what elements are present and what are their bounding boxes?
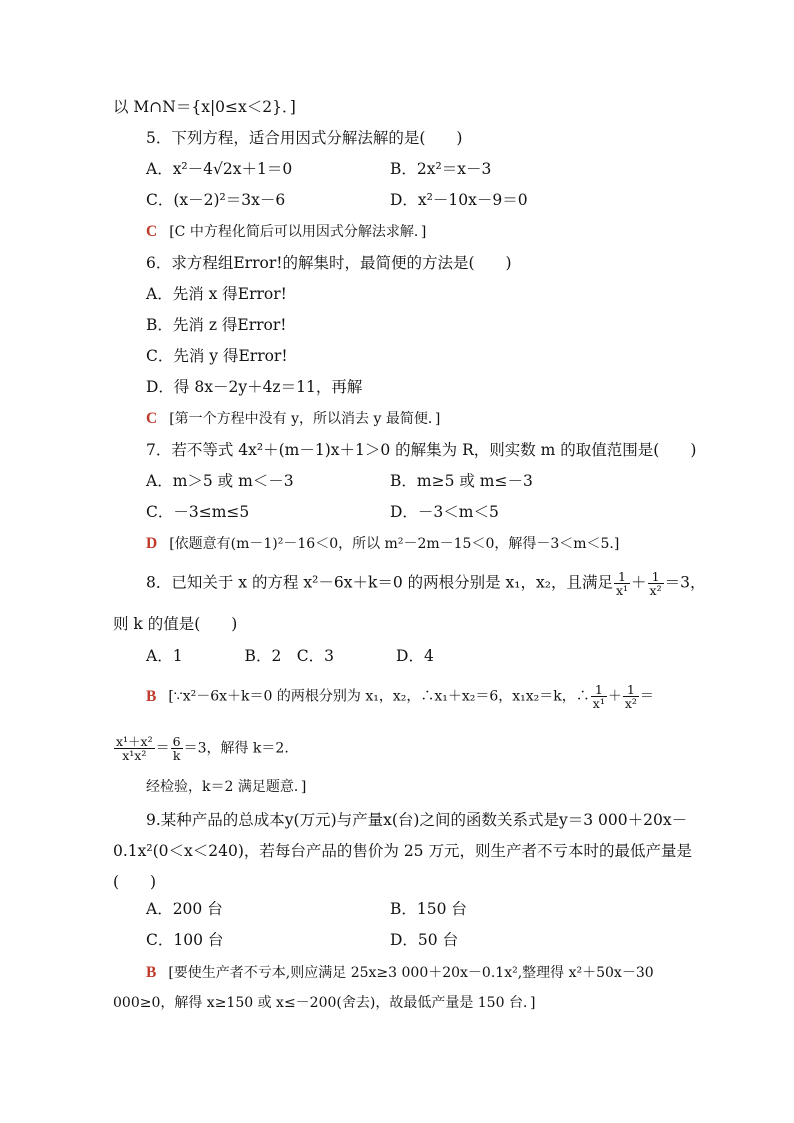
- option-c: C．先消 y 得Error!: [146, 347, 288, 365]
- fraction: [648, 570, 664, 597]
- option-a: A．m＞5 或 m＜－3: [146, 472, 294, 490]
- text-line: ( ): [113, 873, 157, 891]
- option-c: C．(x－2)²＝3x－6: [146, 191, 286, 209]
- option-b: B．先消 z 得Error!: [146, 316, 287, 334]
- answer-letter: D: [146, 535, 158, 552]
- numerator: 1: [623, 683, 639, 697]
- explanation: ＝3，解得 k＝2.: [183, 740, 289, 757]
- numerator: 1: [591, 683, 607, 697]
- option-a: A．200 台: [146, 900, 223, 918]
- option-b: B．m≥5 或 m≤－3: [390, 472, 533, 490]
- option-d: D．x²－10x－9＝0: [390, 191, 528, 209]
- option-a: A．先消 x 得Error!: [146, 285, 287, 303]
- question-8: [146, 570, 705, 597]
- denominator: x²: [624, 696, 637, 711]
- fraction: [623, 683, 639, 710]
- question-text: ＝3，: [664, 573, 706, 592]
- option-b: B．2x²＝x－3: [390, 160, 492, 178]
- fraction: [171, 735, 183, 762]
- option-a: A．x²－4√2x＋1＝0: [146, 160, 293, 178]
- text-line: 以 M∩N＝{x|0≤x＜2}．]: [113, 98, 296, 116]
- text-line: 则 k 的值是( ): [113, 615, 238, 633]
- answer-letter: C: [146, 410, 158, 427]
- answer-line: [146, 221, 426, 242]
- answer-letter: C: [146, 223, 158, 240]
- denominator: x¹: [592, 696, 605, 711]
- option-c: C．－3≤m≤5: [146, 503, 250, 521]
- answer-line: [146, 683, 654, 710]
- denominator: x²: [649, 583, 662, 598]
- explanation: [∵x²－6x＋k＝0 的两根分别为 x₁，x₂，∴x₁＋x₂＝6，x₁x₂＝k，∴: [168, 688, 590, 705]
- explanation: 000≥0，解得 x≥150 或 x≤－200(舍去)，故最低产量是 150 台．]: [113, 995, 536, 1011]
- question-5: 5．下列方程，适合用因式分解法解的是( ): [146, 129, 463, 147]
- operator: ＝: [639, 688, 654, 705]
- operator: ＋: [607, 688, 622, 705]
- denominator: k: [172, 748, 181, 763]
- options-row: A．1 B．2 C．3 D．4: [146, 647, 434, 665]
- numerator: x¹＋x²: [116, 734, 153, 749]
- question-6: 6．求方程组Error!的解集时，最简便的方法是( ): [146, 254, 512, 272]
- option-b: B．150 台: [390, 900, 467, 918]
- option-c: C．100 台: [146, 931, 224, 949]
- option-d: D．得 8x－2y＋4z＝11，再解: [146, 378, 363, 396]
- answer-line: [146, 408, 440, 429]
- numerator: 1: [614, 570, 630, 584]
- explanation: [第一个方程中没有 y，所以消去 y 最简便．]: [169, 411, 441, 427]
- question-7: 7．若不等式 4x²＋(m－1)x＋1＞0 的解集为 R，则实数 m 的取值范围是( ): [146, 441, 697, 459]
- answer-line: [146, 962, 654, 983]
- explanation: [C 中方程化简后可以用因式分解法求解．]: [169, 224, 427, 240]
- fraction: [591, 683, 607, 710]
- text-line: 0.1x²(0＜x＜240)，若每台产品的售价为 25 万元，则生产者不亏本时的最低产量是: [113, 842, 692, 860]
- answer-continued: [113, 735, 289, 762]
- fraction: [614, 570, 630, 597]
- answer-letter: B: [146, 687, 157, 705]
- option-d: D．50 台: [390, 931, 459, 949]
- answer-letter: B: [146, 964, 157, 981]
- operator: ＋: [631, 573, 647, 592]
- operator: ＝: [155, 740, 170, 757]
- question-text: 8．已知关于 x 的方程 x²－6x＋k＝0 的两根分别是 x₁，x₂，且满足: [146, 573, 613, 592]
- explanation: [要使生产者不亏本,则应满足 25x≥3 000＋20x－0.1x²,整理得 x²＋50x－30: [168, 965, 654, 981]
- denominator: x¹: [615, 583, 629, 598]
- numerator: 6: [172, 734, 181, 749]
- fraction: [114, 735, 155, 762]
- denominator: x¹x²: [122, 748, 147, 763]
- answer-line: [146, 533, 619, 554]
- numerator: 1: [648, 570, 664, 584]
- question-9: 9.某种产品的总成本y(万元)与产量x(台)之间的函数关系式是y＝3 000＋20x－: [146, 811, 688, 829]
- explanation: 经检验，k＝2 满足题意．]: [146, 779, 307, 795]
- option-d: D．－3＜m＜5: [390, 503, 499, 521]
- explanation: [依题意有(m－1)²－16＜0，所以 m²－2m－15＜0，解得－3＜m＜5.]: [169, 536, 620, 552]
